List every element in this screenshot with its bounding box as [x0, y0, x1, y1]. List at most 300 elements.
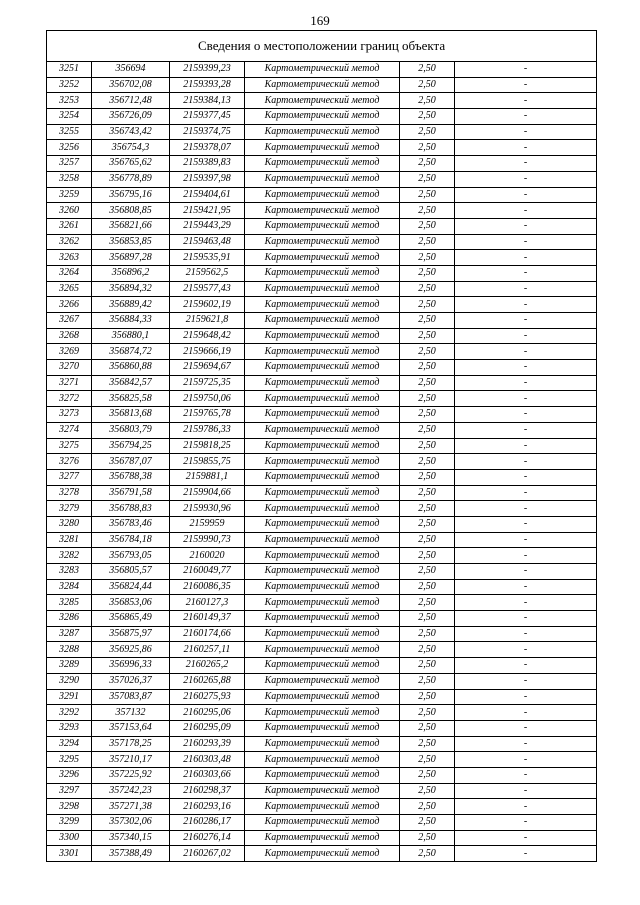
x-coordinate-cell: 357271,38: [92, 799, 170, 815]
note-cell: -: [455, 250, 597, 266]
point-number-cell: 3262: [47, 234, 92, 250]
x-coordinate-cell: 356778,89: [92, 171, 170, 187]
x-coordinate-cell: 356860,88: [92, 360, 170, 376]
error-cell: 2,50: [400, 313, 455, 329]
error-cell: 2,50: [400, 846, 455, 862]
table-row: [47, 626, 597, 642]
y-coordinate-cell: 2159855,75: [170, 454, 245, 470]
table-row: [47, 485, 597, 501]
error-cell: 2,50: [400, 203, 455, 219]
table-row: [47, 77, 597, 93]
point-number-cell: 3293: [47, 720, 92, 736]
table-row: [47, 93, 597, 109]
method-cell: Картометрический метод: [245, 830, 400, 846]
method-cell: Картометрический метод: [245, 611, 400, 627]
y-coordinate-cell: 2159648,42: [170, 328, 245, 344]
point-number-cell: 3301: [47, 846, 92, 862]
y-coordinate-cell: 2159404,61: [170, 187, 245, 203]
note-cell: -: [455, 767, 597, 783]
point-number-cell: 3284: [47, 579, 92, 595]
x-coordinate-cell: 356803,79: [92, 422, 170, 438]
point-number-cell: 3274: [47, 422, 92, 438]
method-cell: Картометрический метод: [245, 234, 400, 250]
point-number-cell: 3289: [47, 658, 92, 674]
y-coordinate-cell: 2159389,83: [170, 156, 245, 172]
x-coordinate-cell: 356743,42: [92, 124, 170, 140]
note-cell: -: [455, 109, 597, 125]
note-cell: -: [455, 783, 597, 799]
y-coordinate-cell: 2159535,91: [170, 250, 245, 266]
method-cell: Картометрический метод: [245, 109, 400, 125]
error-cell: 2,50: [400, 344, 455, 360]
point-number-cell: 3288: [47, 642, 92, 658]
point-number-cell: 3252: [47, 77, 92, 93]
x-coordinate-cell: 356788,38: [92, 469, 170, 485]
note-cell: -: [455, 391, 597, 407]
table-row: [47, 407, 597, 423]
x-coordinate-cell: 356853,06: [92, 595, 170, 611]
method-cell: Картометрический метод: [245, 673, 400, 689]
error-cell: 2,50: [400, 171, 455, 187]
note-cell: -: [455, 77, 597, 93]
point-number-cell: 3292: [47, 705, 92, 721]
y-coordinate-cell: 2160020: [170, 548, 245, 564]
x-coordinate-cell: 356894,32: [92, 281, 170, 297]
note-cell: -: [455, 124, 597, 140]
y-coordinate-cell: 2159881,1: [170, 469, 245, 485]
error-cell: 2,50: [400, 265, 455, 281]
table-row: [47, 752, 597, 768]
note-cell: -: [455, 611, 597, 627]
note-cell: -: [455, 501, 597, 517]
error-cell: 2,50: [400, 109, 455, 125]
method-cell: Картометрический метод: [245, 689, 400, 705]
table-row: [47, 501, 597, 517]
method-cell: Картометрический метод: [245, 77, 400, 93]
point-number-cell: 3266: [47, 297, 92, 313]
x-coordinate-cell: 356897,28: [92, 250, 170, 266]
point-number-cell: 3263: [47, 250, 92, 266]
note-cell: -: [455, 375, 597, 391]
method-cell: Картометрический метод: [245, 846, 400, 862]
method-cell: Картометрический метод: [245, 485, 400, 501]
note-cell: -: [455, 265, 597, 281]
method-cell: Картометрический метод: [245, 187, 400, 203]
x-coordinate-cell: 356787,07: [92, 454, 170, 470]
error-cell: 2,50: [400, 705, 455, 721]
x-coordinate-cell: 356889,42: [92, 297, 170, 313]
method-cell: Картометрический метод: [245, 156, 400, 172]
table-row: [47, 767, 597, 783]
point-number-cell: 3255: [47, 124, 92, 140]
note-cell: -: [455, 171, 597, 187]
note-cell: -: [455, 187, 597, 203]
table-row: [47, 218, 597, 234]
method-cell: Картометрический метод: [245, 297, 400, 313]
error-cell: 2,50: [400, 187, 455, 203]
y-coordinate-cell: 2159621,8: [170, 313, 245, 329]
error-cell: 2,50: [400, 328, 455, 344]
table-row: [47, 438, 597, 454]
point-number-cell: 3294: [47, 736, 92, 752]
table-row: [47, 736, 597, 752]
point-number-cell: 3267: [47, 313, 92, 329]
method-cell: Картометрический метод: [245, 564, 400, 580]
y-coordinate-cell: 2159384,13: [170, 93, 245, 109]
x-coordinate-cell: 356783,46: [92, 516, 170, 532]
method-cell: Картометрический метод: [245, 218, 400, 234]
method-cell: Картометрический метод: [245, 171, 400, 187]
x-coordinate-cell: 356875,97: [92, 626, 170, 642]
point-number-cell: 3251: [47, 62, 92, 78]
error-cell: 2,50: [400, 752, 455, 768]
table-row: [47, 203, 597, 219]
method-cell: Картометрический метод: [245, 360, 400, 376]
y-coordinate-cell: 2160149,37: [170, 611, 245, 627]
error-cell: 2,50: [400, 234, 455, 250]
x-coordinate-cell: 356808,85: [92, 203, 170, 219]
y-coordinate-cell: 2159397,98: [170, 171, 245, 187]
point-number-cell: 3261: [47, 218, 92, 234]
boundary-coordinates-table: [46, 30, 597, 862]
x-coordinate-cell: 356805,57: [92, 564, 170, 580]
y-coordinate-cell: 2160295,09: [170, 720, 245, 736]
error-cell: 2,50: [400, 422, 455, 438]
error-cell: 2,50: [400, 767, 455, 783]
note-cell: -: [455, 313, 597, 329]
table-row: [47, 250, 597, 266]
x-coordinate-cell: 356712,48: [92, 93, 170, 109]
y-coordinate-cell: 2160257,11: [170, 642, 245, 658]
method-cell: Картометрический метод: [245, 265, 400, 281]
x-coordinate-cell: 356874,72: [92, 344, 170, 360]
method-cell: Картометрический метод: [245, 799, 400, 815]
y-coordinate-cell: 2159602,19: [170, 297, 245, 313]
x-coordinate-cell: 356865,49: [92, 611, 170, 627]
y-coordinate-cell: 2159786,33: [170, 422, 245, 438]
x-coordinate-cell: 356784,18: [92, 532, 170, 548]
note-cell: -: [455, 203, 597, 219]
method-cell: Картометрический метод: [245, 140, 400, 156]
x-coordinate-cell: 356880,1: [92, 328, 170, 344]
method-cell: Картометрический метод: [245, 548, 400, 564]
y-coordinate-cell: 2159377,45: [170, 109, 245, 125]
error-cell: 2,50: [400, 673, 455, 689]
method-cell: Картометрический метод: [245, 203, 400, 219]
error-cell: 2,50: [400, 62, 455, 78]
method-cell: Картометрический метод: [245, 454, 400, 470]
method-cell: Картометрический метод: [245, 815, 400, 831]
y-coordinate-cell: 2159694,67: [170, 360, 245, 376]
x-coordinate-cell: 357026,37: [92, 673, 170, 689]
error-cell: 2,50: [400, 736, 455, 752]
table-row: [47, 109, 597, 125]
page-number: 169: [310, 13, 330, 28]
note-cell: -: [455, 407, 597, 423]
y-coordinate-cell: 2160127,3: [170, 595, 245, 611]
error-cell: 2,50: [400, 658, 455, 674]
error-cell: 2,50: [400, 297, 455, 313]
table-row: [47, 454, 597, 470]
note-cell: -: [455, 815, 597, 831]
error-cell: 2,50: [400, 783, 455, 799]
error-cell: 2,50: [400, 815, 455, 831]
method-cell: Картометрический метод: [245, 705, 400, 721]
y-coordinate-cell: 2160286,17: [170, 815, 245, 831]
x-coordinate-cell: 356795,16: [92, 187, 170, 203]
y-coordinate-cell: 2160303,48: [170, 752, 245, 768]
y-coordinate-cell: 2160275,93: [170, 689, 245, 705]
note-cell: -: [455, 799, 597, 815]
table-row: [47, 799, 597, 815]
error-cell: 2,50: [400, 250, 455, 266]
point-number-cell: 3299: [47, 815, 92, 831]
note-cell: -: [455, 93, 597, 109]
error-cell: 2,50: [400, 579, 455, 595]
point-number-cell: 3281: [47, 532, 92, 548]
method-cell: Картометрический метод: [245, 391, 400, 407]
point-number-cell: 3273: [47, 407, 92, 423]
table-row: [47, 391, 597, 407]
table-row: [47, 234, 597, 250]
note-cell: -: [455, 689, 597, 705]
point-number-cell: 3257: [47, 156, 92, 172]
method-cell: Картометрический метод: [245, 532, 400, 548]
y-coordinate-cell: 2159378,07: [170, 140, 245, 156]
note-cell: -: [455, 140, 597, 156]
method-cell: Картометрический метод: [245, 469, 400, 485]
x-coordinate-cell: 356825,58: [92, 391, 170, 407]
x-coordinate-cell: 356702,08: [92, 77, 170, 93]
method-cell: Картометрический метод: [245, 93, 400, 109]
x-coordinate-cell: 357302,06: [92, 815, 170, 831]
note-cell: -: [455, 564, 597, 580]
error-cell: 2,50: [400, 438, 455, 454]
y-coordinate-cell: 2159393,28: [170, 77, 245, 93]
table-row: [47, 783, 597, 799]
note-cell: -: [455, 516, 597, 532]
point-number-cell: 3270: [47, 360, 92, 376]
method-cell: Картометрический метод: [245, 375, 400, 391]
error-cell: 2,50: [400, 642, 455, 658]
error-cell: 2,50: [400, 281, 455, 297]
table-row: [47, 375, 597, 391]
table-row: [47, 611, 597, 627]
error-cell: 2,50: [400, 548, 455, 564]
error-cell: 2,50: [400, 407, 455, 423]
error-cell: 2,50: [400, 501, 455, 517]
note-cell: -: [455, 579, 597, 595]
note-cell: -: [455, 156, 597, 172]
x-coordinate-cell: 357178,25: [92, 736, 170, 752]
table-title-row: [47, 31, 597, 62]
method-cell: Картометрический метод: [245, 783, 400, 799]
y-coordinate-cell: 2160303,66: [170, 767, 245, 783]
y-coordinate-cell: 2159818,25: [170, 438, 245, 454]
point-number-cell: 3287: [47, 626, 92, 642]
point-number-cell: 3275: [47, 438, 92, 454]
point-number-cell: 3253: [47, 93, 92, 109]
x-coordinate-cell: 356754,3: [92, 140, 170, 156]
table-row: [47, 344, 597, 360]
x-coordinate-cell: 356896,2: [92, 265, 170, 281]
table-row: [47, 313, 597, 329]
y-coordinate-cell: 2159421,95: [170, 203, 245, 219]
point-number-cell: 3265: [47, 281, 92, 297]
y-coordinate-cell: 2159750,06: [170, 391, 245, 407]
error-cell: 2,50: [400, 532, 455, 548]
y-coordinate-cell: 2159374,75: [170, 124, 245, 140]
table-body: [47, 62, 597, 862]
y-coordinate-cell: 2159443,29: [170, 218, 245, 234]
y-coordinate-cell: 2159930,96: [170, 501, 245, 517]
point-number-cell: 3256: [47, 140, 92, 156]
note-cell: -: [455, 830, 597, 846]
error-cell: 2,50: [400, 375, 455, 391]
note-cell: -: [455, 297, 597, 313]
method-cell: Картометрический метод: [245, 328, 400, 344]
method-cell: Картометрический метод: [245, 62, 400, 78]
x-coordinate-cell: 357388,49: [92, 846, 170, 862]
point-number-cell: 3278: [47, 485, 92, 501]
method-cell: Картометрический метод: [245, 344, 400, 360]
x-coordinate-cell: 356765,62: [92, 156, 170, 172]
method-cell: Картометрический метод: [245, 736, 400, 752]
y-coordinate-cell: 2160174,66: [170, 626, 245, 642]
table-row: [47, 595, 597, 611]
method-cell: Картометрический метод: [245, 313, 400, 329]
y-coordinate-cell: 2159765,78: [170, 407, 245, 423]
point-number-cell: 3283: [47, 564, 92, 580]
method-cell: Картометрический метод: [245, 720, 400, 736]
note-cell: -: [455, 595, 597, 611]
x-coordinate-cell: 356813,68: [92, 407, 170, 423]
x-coordinate-cell: 357225,92: [92, 767, 170, 783]
point-number-cell: 3271: [47, 375, 92, 391]
error-cell: 2,50: [400, 595, 455, 611]
x-coordinate-cell: 356788,83: [92, 501, 170, 517]
note-cell: -: [455, 218, 597, 234]
table-row: [47, 658, 597, 674]
y-coordinate-cell: 2160298,37: [170, 783, 245, 799]
note-cell: -: [455, 532, 597, 548]
method-cell: Картометрический метод: [245, 501, 400, 517]
table-row: [47, 171, 597, 187]
table-row: [47, 846, 597, 862]
note-cell: -: [455, 642, 597, 658]
x-coordinate-cell: 357340,15: [92, 830, 170, 846]
table-row: [47, 516, 597, 532]
error-cell: 2,50: [400, 124, 455, 140]
x-coordinate-cell: 356853,85: [92, 234, 170, 250]
point-number-cell: 3272: [47, 391, 92, 407]
x-coordinate-cell: 356842,57: [92, 375, 170, 391]
y-coordinate-cell: 2160293,16: [170, 799, 245, 815]
note-cell: -: [455, 673, 597, 689]
method-cell: Картометрический метод: [245, 767, 400, 783]
point-number-cell: 3254: [47, 109, 92, 125]
method-cell: Картометрический метод: [245, 658, 400, 674]
error-cell: 2,50: [400, 611, 455, 627]
note-cell: -: [455, 752, 597, 768]
note-cell: -: [455, 658, 597, 674]
y-coordinate-cell: 2159725,35: [170, 375, 245, 391]
x-coordinate-cell: 356726,09: [92, 109, 170, 125]
point-number-cell: 3269: [47, 344, 92, 360]
x-coordinate-cell: 357153,64: [92, 720, 170, 736]
point-number-cell: 3290: [47, 673, 92, 689]
note-cell: -: [455, 469, 597, 485]
table-row: [47, 124, 597, 140]
table-row: [47, 265, 597, 281]
x-coordinate-cell: 356794,25: [92, 438, 170, 454]
error-cell: 2,50: [400, 720, 455, 736]
note-cell: -: [455, 328, 597, 344]
y-coordinate-cell: 2159562,5: [170, 265, 245, 281]
x-coordinate-cell: 356821,66: [92, 218, 170, 234]
x-coordinate-cell: 356793,05: [92, 548, 170, 564]
y-coordinate-cell: 2159990,73: [170, 532, 245, 548]
table-row: [47, 297, 597, 313]
note-cell: -: [455, 281, 597, 297]
y-coordinate-cell: 2159904,66: [170, 485, 245, 501]
point-number-cell: 3264: [47, 265, 92, 281]
point-number-cell: 3259: [47, 187, 92, 203]
error-cell: 2,50: [400, 77, 455, 93]
error-cell: 2,50: [400, 93, 455, 109]
table-row: [47, 156, 597, 172]
y-coordinate-cell: 2160086,35: [170, 579, 245, 595]
x-coordinate-cell: 357210,17: [92, 752, 170, 768]
point-number-cell: 3277: [47, 469, 92, 485]
table-row: [47, 830, 597, 846]
method-cell: Картометрический метод: [245, 579, 400, 595]
note-cell: -: [455, 344, 597, 360]
point-number-cell: 3298: [47, 799, 92, 815]
note-cell: -: [455, 234, 597, 250]
table-row: [47, 62, 597, 78]
error-cell: 2,50: [400, 218, 455, 234]
y-coordinate-cell: 2160265,2: [170, 658, 245, 674]
point-number-cell: 3297: [47, 783, 92, 799]
table-row: [47, 422, 597, 438]
x-coordinate-cell: 357083,87: [92, 689, 170, 705]
x-coordinate-cell: 357242,23: [92, 783, 170, 799]
error-cell: 2,50: [400, 454, 455, 470]
method-cell: Картометрический метод: [245, 250, 400, 266]
note-cell: -: [455, 62, 597, 78]
note-cell: -: [455, 360, 597, 376]
note-cell: -: [455, 705, 597, 721]
table-row: [47, 642, 597, 658]
table-row: [47, 140, 597, 156]
note-cell: -: [455, 454, 597, 470]
point-number-cell: 3296: [47, 767, 92, 783]
x-coordinate-cell: 356925,86: [92, 642, 170, 658]
table-title: Сведения о местоположении границ объекта: [47, 31, 597, 62]
error-cell: 2,50: [400, 564, 455, 580]
x-coordinate-cell: 356824,44: [92, 579, 170, 595]
note-cell: -: [455, 846, 597, 862]
y-coordinate-cell: 2159577,43: [170, 281, 245, 297]
error-cell: 2,50: [400, 689, 455, 705]
y-coordinate-cell: 2159463,48: [170, 234, 245, 250]
point-number-cell: 3260: [47, 203, 92, 219]
x-coordinate-cell: 356791,58: [92, 485, 170, 501]
error-cell: 2,50: [400, 830, 455, 846]
method-cell: Картометрический метод: [245, 281, 400, 297]
point-number-cell: 3286: [47, 611, 92, 627]
